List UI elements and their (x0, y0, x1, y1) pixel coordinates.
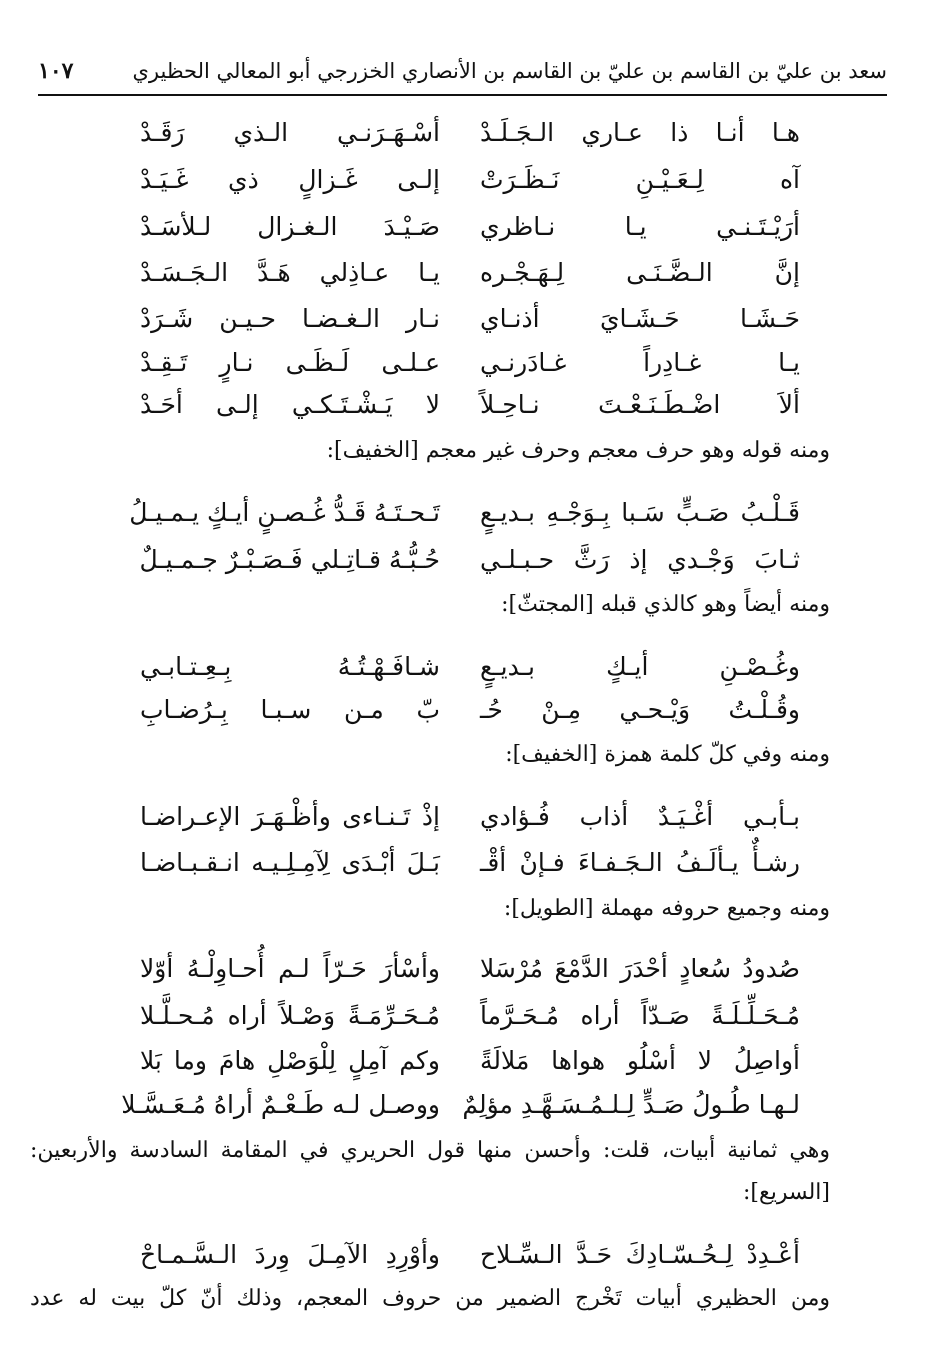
verse-second-hemistich: عـلـى لَـظَـى نـارٍ تَـقِـدْ (140, 347, 440, 377)
prose-line: [السريع]: (743, 1180, 830, 1205)
running-title: سعد بن عليّ بن القاسم بن عليّ بن القاسم بن الأنصاري الخزرجي أبو المعالي الحظيري (132, 59, 887, 83)
verse-first-hemistich: مُـحَـلِّـلَـةً صَـدّاً أراه مُـحَـرَّماً (480, 1000, 800, 1030)
verse-line (140, 948, 800, 988)
verse-line (140, 689, 800, 729)
verse-line (140, 342, 800, 382)
verse-first-hemistich: هـا أنـا ذا عـاري الـجَـلَـدْ (480, 117, 800, 147)
verse-line (140, 646, 800, 686)
verse-first-hemistich: آه لِـعَـيْـنِ نَـظَـرَتْ (480, 164, 800, 194)
verse-line (140, 796, 800, 836)
verse-line (140, 298, 800, 338)
verse-first-hemistich: ثـابَ وَجْـدي إذ رَثَّ حـبـلـي (480, 544, 800, 574)
verse-first-hemistich: إنَّ الـضَّـنَـى لِـهَـجْـره (480, 257, 800, 287)
prose-line: ومنه وجميع حروفه مهملة [الطويل]: (503, 896, 830, 921)
verse-second-hemistich: ووصـل لـه طَـعْـمٌ أراهُ مُـعَـسَّـلا (121, 1089, 440, 1119)
verse-second-hemistich: صَـيْـدَ الـغـزال لـلأسَـدْ (140, 211, 440, 241)
verse-second-hemistich: شـافَـهْـتُـهُ بِـعِـتـابـي (140, 651, 440, 681)
verse-line (140, 995, 800, 1035)
verse-second-hemistich: لا يَـشْـتَـكـي إلـى أحَـدْ (140, 389, 440, 419)
verse-line (140, 842, 800, 882)
verse-first-hemistich: أواصِلُ لا أسْلُو هواها مَلالَةً (480, 1045, 800, 1075)
prose-line: وهي ثمانية أبيات، قلت: وأحسن منها قول الحريري في المقامة السادسة والأربعين: (30, 1138, 830, 1163)
prose-line: ومن الحظيري أبيات تَخْرج الضمير من حروف المعجم، وذلك أنّ كلّ بيت له عدد (30, 1286, 830, 1311)
verse-line (140, 206, 800, 246)
verse-second-hemistich: نـار الـغـضـا حـيـن شَـرَدْ (140, 303, 440, 333)
verse-line (140, 1040, 800, 1080)
verse-second-hemistich: بّ مـن سـبـا بِـرُضـابِ (140, 694, 440, 724)
verse-first-hemistich: يـا غـادِراً غـادَرنـي (480, 347, 800, 377)
verse-first-hemistich: وغُـصْـنِ أيـكٍ بـديـعٍ (480, 651, 800, 681)
verse-first-hemistich: رشـأٌ يـألَـفُ الـجَـفـاءَ فـإنْ أقْـ (480, 847, 800, 877)
page-number: ١٠٧ (38, 58, 74, 84)
verse-line (140, 539, 800, 579)
verse-line (140, 112, 800, 152)
verse-line (140, 1234, 800, 1274)
verse-line (121, 1084, 800, 1124)
verse-second-hemistich: وأسْأرَ حَـرّاً لـم أُحـاوِلْـهُ أوّلا (140, 953, 440, 983)
verse-line (140, 252, 800, 292)
verse-second-hemistich: بَـلَ أبْـدَى لِآمِـلِـيـه انـقـبـاضـا (140, 847, 440, 877)
verse-second-hemistich: إلـى غَـزالٍ ذي غَـيَـدْ (140, 164, 440, 194)
verse-second-hemistich: وأوْرِدِ الآمِـلَ وِردَ الـسَّـمـاحْ (140, 1239, 440, 1269)
verse-line (140, 159, 800, 199)
verse-first-hemistich: وقُـلْـتُ وَيْـحـي مِـنْ حُـ (480, 694, 800, 724)
verse-first-hemistich: صُدودُ سُعادٍ أحْدَرَ الدَّمْعَ مُرْسَلا (480, 953, 800, 983)
prose-line: ومنه أيضاً وهو كالذي قبله [المجتثّ]: (501, 592, 830, 617)
verse-first-hemistich: ألاَ اضْـطَـنَـعْـتَ نـاحِـلاً (480, 389, 800, 419)
verse-first-hemistich: بـأبـي أغْـيَـدٌ أذاب فُـؤادي (480, 801, 800, 831)
verse-second-hemistich: تَـحـتَـهُ قَـدُّ غُـصـنٍ أيـكٍ يـمـيـلُ (129, 497, 440, 527)
prose-line: ومنه وفي كلّ كلمة همزة [الخفيف]: (505, 742, 830, 767)
verse-second-hemistich: إذْ تَـنـاءى وأظْـهَـرَ الإعـراضـا (140, 801, 440, 831)
verse-first-hemistich: لـهـا طُـولُ صَـدٍّ لِـلـمُـسَـهَّـدِ مؤلِمٌ (462, 1089, 800, 1119)
verse-second-hemistich: حُـبُّـهُ قـاتِـلي فَـصَـبْـرٌ جـمـيـلٌ (139, 544, 440, 574)
verse-line (140, 384, 800, 424)
prose-line: ومنه قوله وهو حرف معجم وحرف غير معجم [الخفيف]: (326, 438, 830, 463)
verse-second-hemistich: أسْـهَـرَنـي الـذي رَقَـدْ (140, 117, 440, 147)
verse-second-hemistich: مُـحَـرِّمَـةً وَصْـلاً أراه مُـحـلَّـلا (140, 1000, 440, 1030)
verse-second-hemistich: يـا عـاذِلي هَـدَّ الـجَـسَـدْ (140, 257, 440, 287)
verse-second-hemistich: وكم آمِلٍ لِلْوَصْلِ هامَ وما بَلا (140, 1045, 440, 1075)
verse-line (129, 492, 800, 532)
verse-first-hemistich: حَـشَـا حَـشَـايَ أذنـاي (480, 303, 800, 333)
verse-first-hemistich: أعْـدِدْ لِـحُـسّـادِكَ حَـدَّ الـسِّـلاح (480, 1239, 800, 1269)
verse-first-hemistich: أرَيْـتَـنـي يـا نـاظري (480, 211, 800, 241)
verse-first-hemistich: قَـلْـبُ صَـبٍّ سَـبا بِـوَجْـهِ بـديـعٍ (480, 497, 800, 527)
